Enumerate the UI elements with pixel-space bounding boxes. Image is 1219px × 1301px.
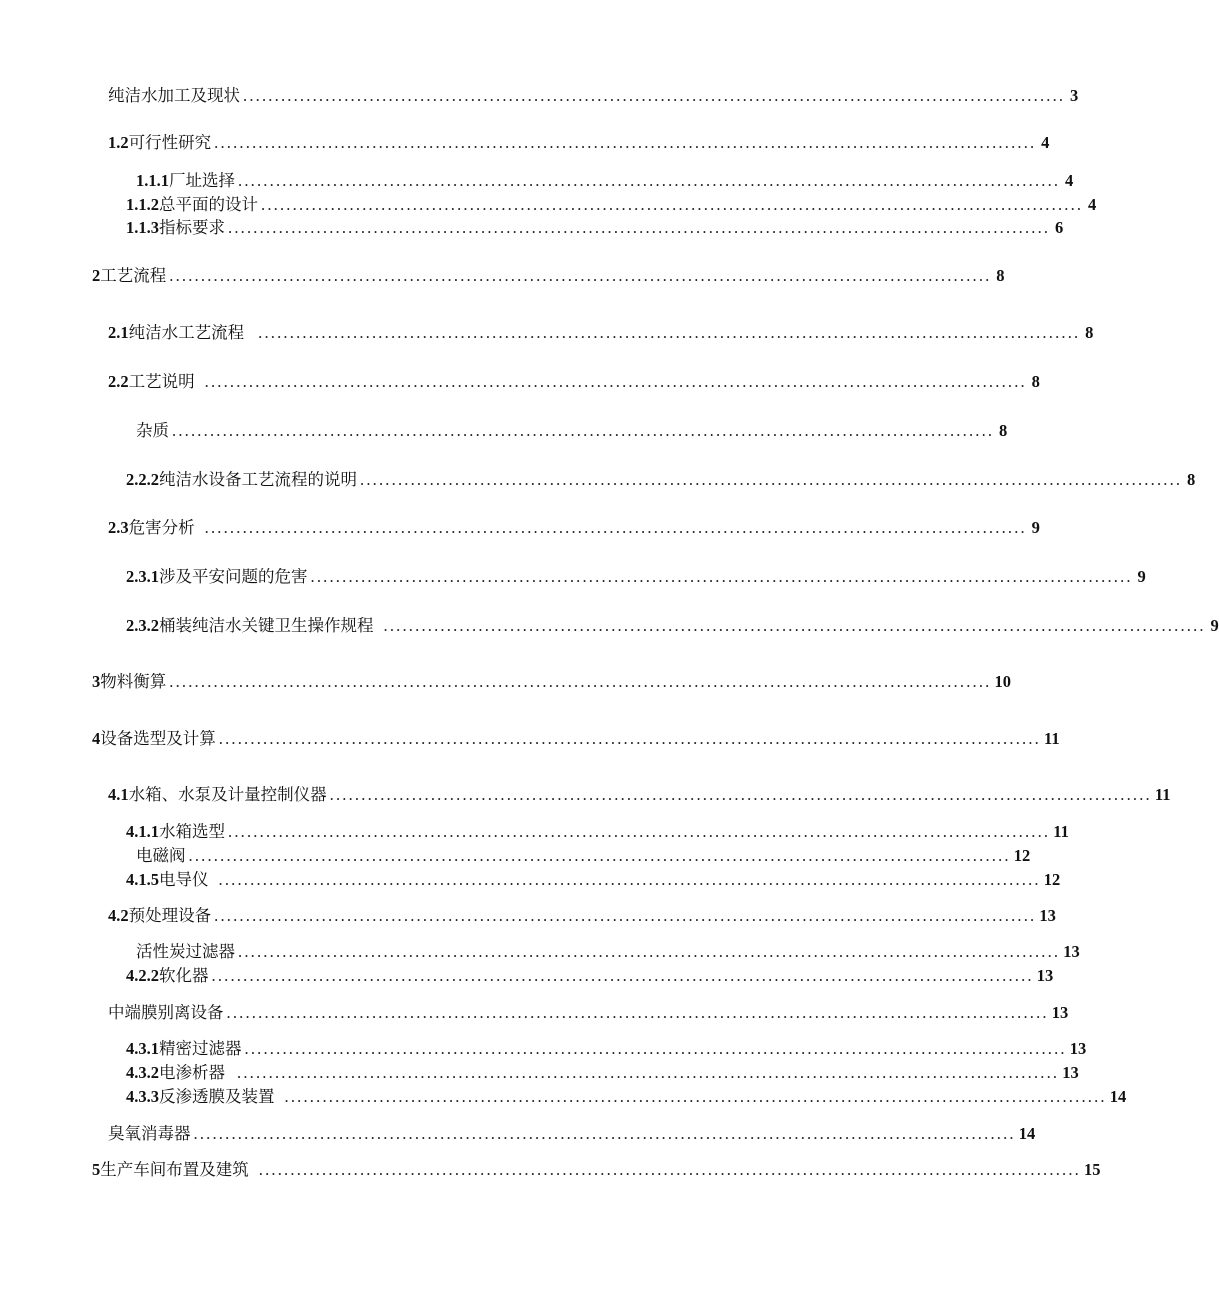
toc-leader-dots: .................................................................................................................................. xyxy=(214,906,1037,925)
toc-entry-title: 纯洁水工艺流程 xyxy=(128,323,245,342)
toc-leader-dots: .................................................................................................................................. xyxy=(261,195,1084,214)
toc-leader-dots: .................................................................................................................................. xyxy=(188,846,1011,865)
toc-entry-page: 13 xyxy=(1062,1063,1079,1082)
toc-entry-page: 14 xyxy=(1109,1087,1127,1106)
toc-entry-page: 12 xyxy=(1013,846,1031,865)
toc-leader-dots: .................................................................................................................................. xyxy=(244,1039,1067,1058)
toc-leader-dots: .................................................................................................................................. xyxy=(218,870,1041,889)
toc-entry-number: 4.1.5 xyxy=(126,870,159,889)
toc-entry-title: 活性炭过滤器 xyxy=(136,942,235,961)
toc-entry[interactable] xyxy=(108,82,1079,106)
toc-entry-page: 14 xyxy=(1018,1124,1036,1143)
toc-entry-page: 13 xyxy=(1051,1003,1069,1022)
toc-entry-page: 8 xyxy=(996,266,1005,285)
toc-entry[interactable] xyxy=(136,417,1008,441)
toc-entry[interactable] xyxy=(108,999,1069,1023)
toc-entry[interactable] xyxy=(136,842,1031,866)
toc-entry-page: 8 xyxy=(1085,323,1094,342)
toc-leader-dots: .................................................................................................................................. xyxy=(243,86,1066,105)
toc-entry-page: 13 xyxy=(1039,906,1056,925)
toc-leader-dots: .................................................................................................................................. xyxy=(226,1003,1049,1022)
toc-entry-title: 工艺流程 xyxy=(100,266,167,285)
toc-entry-number: 3 xyxy=(92,672,101,691)
toc-entry-title: 电导仪 xyxy=(159,870,209,889)
toc-entry-title: 精密过滤器 xyxy=(159,1039,242,1058)
toc-entry-title: 物料衡算 xyxy=(100,672,167,691)
toc-entry-number: 4.1.1 xyxy=(126,822,159,841)
toc-entry-number: 4 xyxy=(92,729,101,748)
toc-entry[interactable] xyxy=(126,466,1196,490)
toc-leader-dots: .................................................................................................................................. xyxy=(238,171,1061,190)
toc-leader-dots: .................................................................................................................................. xyxy=(228,822,1051,841)
toc-entry-page: 13 xyxy=(1036,966,1054,985)
toc-entry-title: 指标要求 xyxy=(159,218,225,237)
toc-entry[interactable] xyxy=(126,1035,1087,1059)
toc-entry-title: 臭氧消毒器 xyxy=(108,1124,191,1143)
toc-entry-title: 危害分析 xyxy=(128,518,195,537)
toc-leader-dots: .................................................................................................................................. xyxy=(310,567,1133,586)
toc-entry-number: 1.1.2 xyxy=(126,195,159,214)
toc-entry-number: 4.1 xyxy=(108,785,129,804)
toc-entry[interactable] xyxy=(126,1083,1127,1107)
toc-entry-title: 中端膜别离设备 xyxy=(108,1003,224,1022)
toc-entry-page: 11 xyxy=(1154,785,1171,804)
toc-leader-dots: .................................................................................................................................. xyxy=(204,372,1027,391)
toc-leader-dots: .................................................................................................................................. xyxy=(383,616,1206,635)
toc-entry-title: 桶装纯洁水关键卫生操作规程 xyxy=(159,616,374,635)
toc-entry-page: 13 xyxy=(1063,942,1080,961)
toc-entry-number: 2.2.2 xyxy=(126,470,159,489)
toc-entry[interactable] xyxy=(92,725,1060,749)
toc-entry[interactable] xyxy=(136,167,1074,191)
toc-entry[interactable] xyxy=(92,668,1011,692)
toc-leader-dots: .................................................................................................................................. xyxy=(238,942,1061,961)
toc-entry[interactable] xyxy=(126,1059,1079,1083)
toc-entry-number: 2 xyxy=(92,266,101,285)
toc-entry-title: 工艺说明 xyxy=(128,372,195,391)
toc-entry-number: 2.2 xyxy=(108,372,129,391)
toc-entry[interactable] xyxy=(126,191,1097,215)
toc-entry-page: 9 xyxy=(1210,616,1219,635)
toc-entry-title: 杂质 xyxy=(136,421,169,440)
toc-entry[interactable] xyxy=(108,781,1171,805)
toc-entry-title: 可行性研究 xyxy=(128,133,212,152)
toc-entry[interactable] xyxy=(126,214,1064,238)
toc-entry-page: 4 xyxy=(1065,171,1074,190)
toc-leader-dots: .................................................................................................................................. xyxy=(172,421,995,440)
toc-entry[interactable] xyxy=(92,1156,1101,1180)
toc-leader-dots: .................................................................................................................................. xyxy=(169,266,992,285)
toc-entry-page: 9 xyxy=(1031,518,1040,537)
toc-entry-page: 4 xyxy=(1041,133,1050,152)
toc-entry[interactable] xyxy=(126,866,1061,890)
toc-leader-dots: .................................................................................................................................. xyxy=(237,1063,1060,1082)
toc-entry-title: 水箱选型 xyxy=(159,822,225,841)
toc-entry-number: 4.3.1 xyxy=(126,1039,159,1058)
toc-entry[interactable] xyxy=(108,129,1050,153)
toc-entry-page: 9 xyxy=(1137,567,1146,586)
toc-leader-dots: .................................................................................................................................. xyxy=(258,1160,1081,1179)
toc-entry-page: 8 xyxy=(1187,470,1196,489)
toc-leader-dots: .................................................................................................................................. xyxy=(204,518,1027,537)
toc-entry[interactable] xyxy=(136,938,1080,962)
toc-entry-page: 12 xyxy=(1043,870,1061,889)
toc-entry-page: 11 xyxy=(1053,822,1069,841)
toc-leader-dots: .................................................................................................................................. xyxy=(218,729,1041,748)
toc-entry-number: 4.2 xyxy=(108,906,129,925)
toc-entry[interactable] xyxy=(126,612,1219,636)
toc-entry-title: 反渗透膜及装置 xyxy=(159,1087,275,1106)
toc-leader-dots: .................................................................................................................................. xyxy=(214,133,1037,152)
toc-entry[interactable] xyxy=(108,514,1040,538)
toc-leader-dots: .................................................................................................................................. xyxy=(258,323,1081,342)
toc-entry[interactable] xyxy=(108,319,1094,343)
toc-entry-page: 13 xyxy=(1069,1039,1087,1058)
toc-entry[interactable] xyxy=(92,262,1005,286)
toc-leader-dots: .................................................................................................................................. xyxy=(193,1124,1016,1143)
toc-leader-dots: .................................................................................................................................. xyxy=(329,785,1152,804)
toc-entry-title: 预处理设备 xyxy=(128,906,212,925)
toc-entry-title: 软化器 xyxy=(159,966,209,985)
toc-entry-number: 4.3.3 xyxy=(126,1087,159,1106)
toc-entry-number: 2.3.1 xyxy=(126,567,159,586)
toc-entry-title: 纯洁水加工及现状 xyxy=(108,86,240,105)
toc-entry[interactable] xyxy=(108,1120,1036,1144)
toc-entry-title: 水箱、水泵及计量控制仪器 xyxy=(128,785,327,804)
toc-entry[interactable] xyxy=(126,962,1054,986)
toc-entry-title: 厂址选择 xyxy=(169,171,235,190)
toc-entry-number: 1.1.3 xyxy=(126,218,159,237)
toc-entry-number: 4.3.2 xyxy=(126,1063,159,1082)
toc-entry-page: 8 xyxy=(1031,372,1040,391)
toc-entry-title: 电渗析器 xyxy=(159,1063,225,1082)
toc-entry-page: 10 xyxy=(994,672,1011,691)
toc-leader-dots: .................................................................................................................................. xyxy=(211,966,1034,985)
toc-entry-page: 4 xyxy=(1088,195,1097,214)
toc-entry-title: 设备选型及计算 xyxy=(100,729,216,748)
toc-entry-number: 2.3 xyxy=(108,518,129,537)
toc-entry-page: 15 xyxy=(1084,1160,1101,1179)
toc-entry-number: 2.3.2 xyxy=(126,616,159,635)
toc-entry-page: 6 xyxy=(1055,218,1064,237)
toc-entry[interactable] xyxy=(126,818,1069,842)
toc-entry-number: 4.2.2 xyxy=(126,966,159,985)
toc-entry[interactable] xyxy=(108,368,1040,392)
toc-leader-dots: .................................................................................................................................. xyxy=(169,672,992,691)
toc-entry-page: 3 xyxy=(1070,86,1079,105)
toc-entry[interactable] xyxy=(126,563,1146,587)
toc-entry-page: 11 xyxy=(1044,729,1060,748)
toc-leader-dots: .................................................................................................................................. xyxy=(360,470,1183,489)
toc-entry-title: 总平面的设计 xyxy=(159,195,258,214)
toc-entry-page: 8 xyxy=(999,421,1008,440)
toc-entry-number: 5 xyxy=(92,1160,101,1179)
toc-entry-number: 1.2 xyxy=(108,133,129,152)
toc-entry-title: 生产车间布置及建筑 xyxy=(100,1160,249,1179)
toc-entry-title: 电磁阀 xyxy=(136,846,186,865)
toc-entry-number: 1.1.1 xyxy=(136,171,169,190)
toc-entry-title: 纯洁水设备工艺流程的说明 xyxy=(159,470,357,489)
toc-entry-title: 涉及平安问题的危害 xyxy=(159,567,308,586)
toc-leader-dots: .................................................................................................................................. xyxy=(284,1087,1107,1106)
toc-entry[interactable] xyxy=(108,902,1056,926)
toc-leader-dots: .................................................................................................................................. xyxy=(228,218,1051,237)
toc-entry-number: 2.1 xyxy=(108,323,129,342)
